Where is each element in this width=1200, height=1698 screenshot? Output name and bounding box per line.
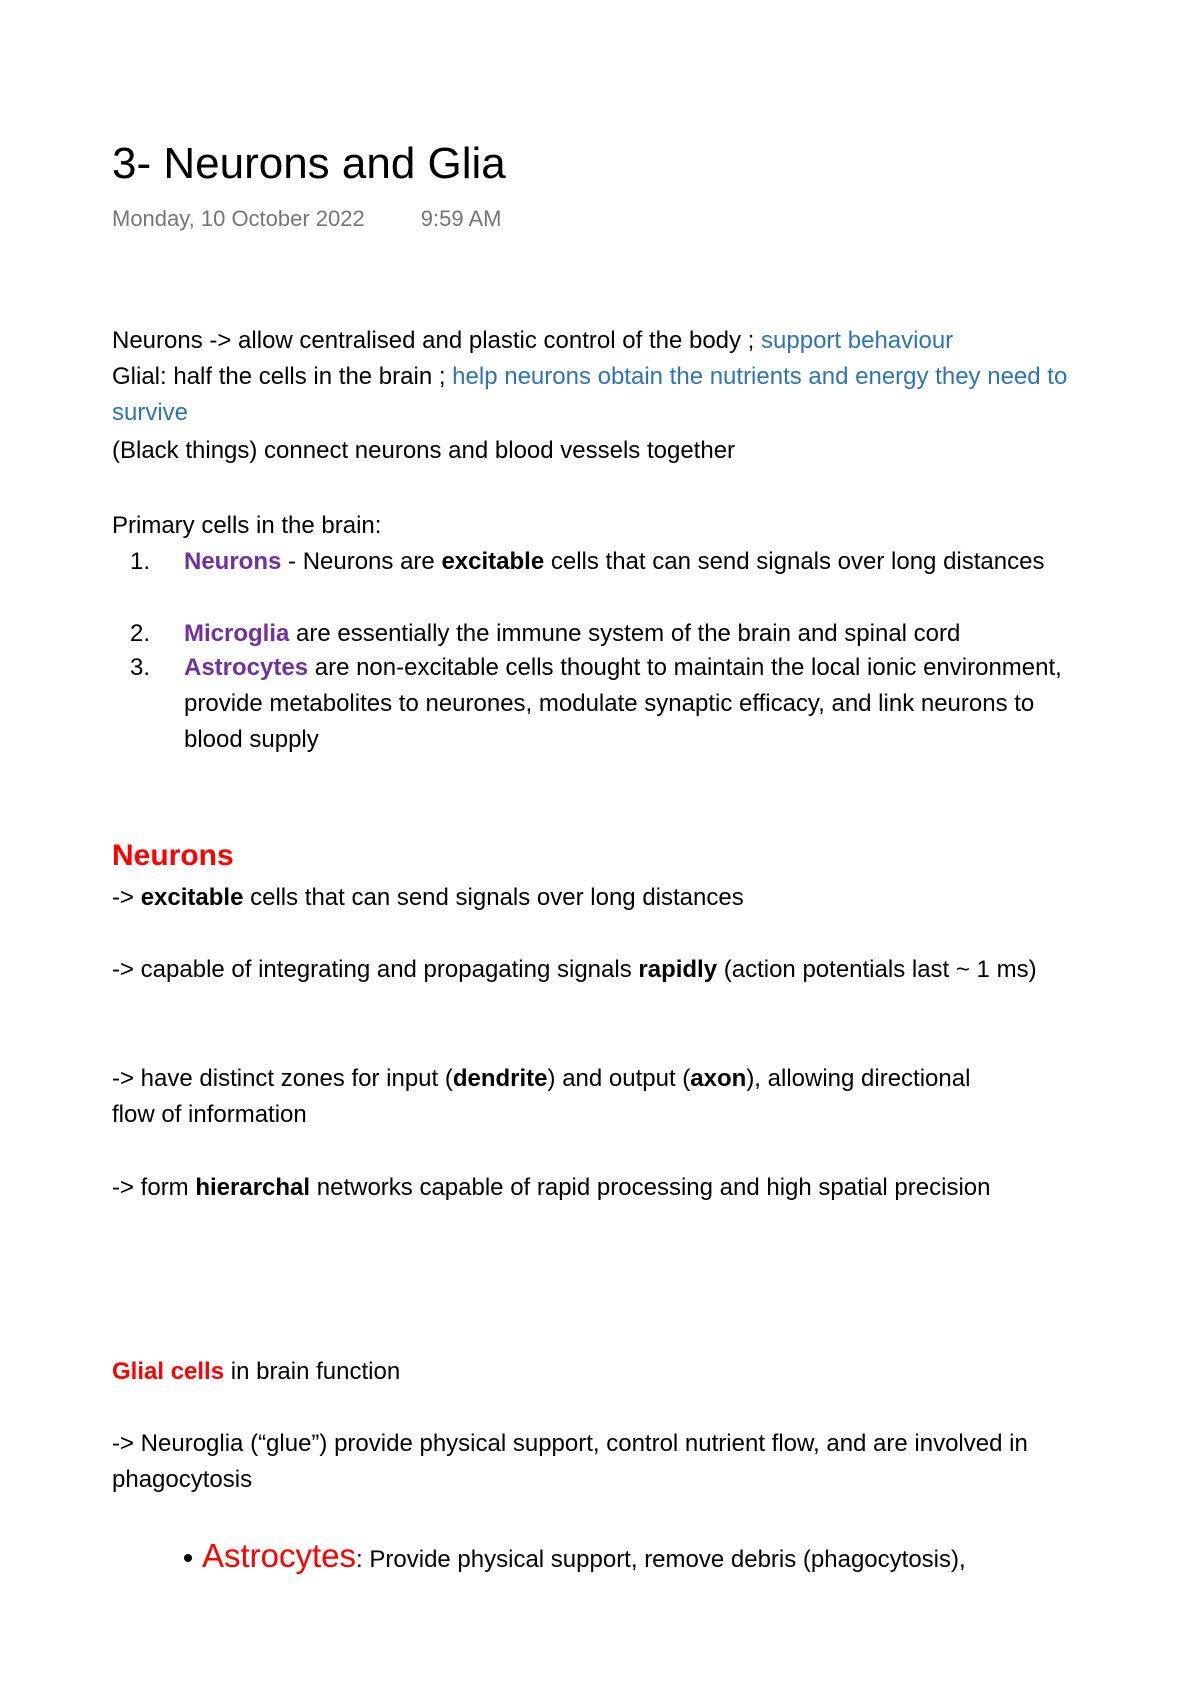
point-bold: hierarchal [195,1174,311,1201]
point-bold: excitable [140,884,244,911]
point-text: (action potentials last ~ 1 ms) [717,956,1037,983]
list-number: 3. [130,654,151,681]
intro-neurons-highlight: support behaviour [761,327,954,354]
glial-cells-heading [112,1354,1102,1390]
neurons-point-2 [112,952,1102,988]
list-item-text [184,650,1084,758]
point-text: -> have distinct zones for input ( [112,1065,453,1092]
intro-black-things-line: (Black things) connect neurons and blood vessels together [112,437,736,464]
list-item-text-a: - Neurons are [281,548,442,575]
astrocytes-term: Astrocytes [202,1537,357,1574]
bullet-dot-icon [184,1554,192,1562]
neurons-section-heading: Neurons [112,839,234,872]
point-text: -> capable of integrating and propagating signals [112,956,639,983]
intro-neurons-line [112,323,1102,359]
list-item-text-a: are non-excitable cells thought to maintain the local ionic environment, provide metabolites to neurones, modulate synaptic efficacy, and link neurons to blood supply [184,654,1062,753]
list-item-text [184,616,1084,652]
list-item [130,650,1080,758]
neuroglia-point: -> Neuroglia (“glue”) provide physical support, control nutrient flow, and are involved in phagocytosis [112,1430,1028,1493]
point-text: networks capable of rapid processing and high spatial precision [310,1174,991,1201]
list-item-text-a: are essentially the immune system of the brain and spinal cord [289,620,961,647]
neurons-point-4 [112,1170,1012,1206]
neurons-point-1 [112,880,1102,916]
glial-cells-term: Glial cells [112,1358,225,1385]
neurons-point-3 [112,1061,992,1133]
term-microglia: Microglia [184,620,290,647]
intro-glial-highlight: help neurons obtain the nutrients and energy they need to survive [112,363,1068,426]
list-item-text-b: cells that can send signals over long distances [544,548,1045,575]
point-text: ) and output ( [547,1065,691,1092]
term-neurons: Neurons [184,548,282,575]
bold-excitable: excitable [441,548,545,575]
primary-cells-heading: Primary cells in the brain: [112,512,382,539]
glial-cells-heading-text: in brain function [224,1358,401,1385]
note-time: 9:59 AM [420,206,502,231]
point-bold: axon [690,1065,747,1092]
point-text: -> [112,884,141,911]
list-item [130,544,1080,616]
intro-neurons-text: Neurons -> allow centralised and plastic control of the body ; [112,327,762,354]
intro-glial-text: Glial: half the cells in the brain ; [112,363,453,390]
page-title: 3- Neurons and Glia [112,139,506,188]
point-text: -> form [112,1174,196,1201]
point-bold: dendrite [452,1065,548,1092]
list-number: 2. [130,620,151,647]
term-astrocytes: Astrocytes [184,654,309,681]
intro-glial-line [112,359,1072,431]
point-text: ), allowing directional flow of information [112,1065,971,1128]
list-item-text [184,544,1084,580]
point-text: cells that can send signals over long distances [243,884,744,911]
list-number: 1. [130,548,151,575]
astrocytes-bullet-text: : Provide physical support, remove debris (phagocytosis), [356,1546,966,1573]
list-item [130,616,1080,652]
note-timestamp [112,204,501,234]
note-date: Monday, 10 October 2022 [112,206,365,231]
point-bold: rapidly [638,956,718,983]
astrocytes-bullet [184,1536,1114,1580]
